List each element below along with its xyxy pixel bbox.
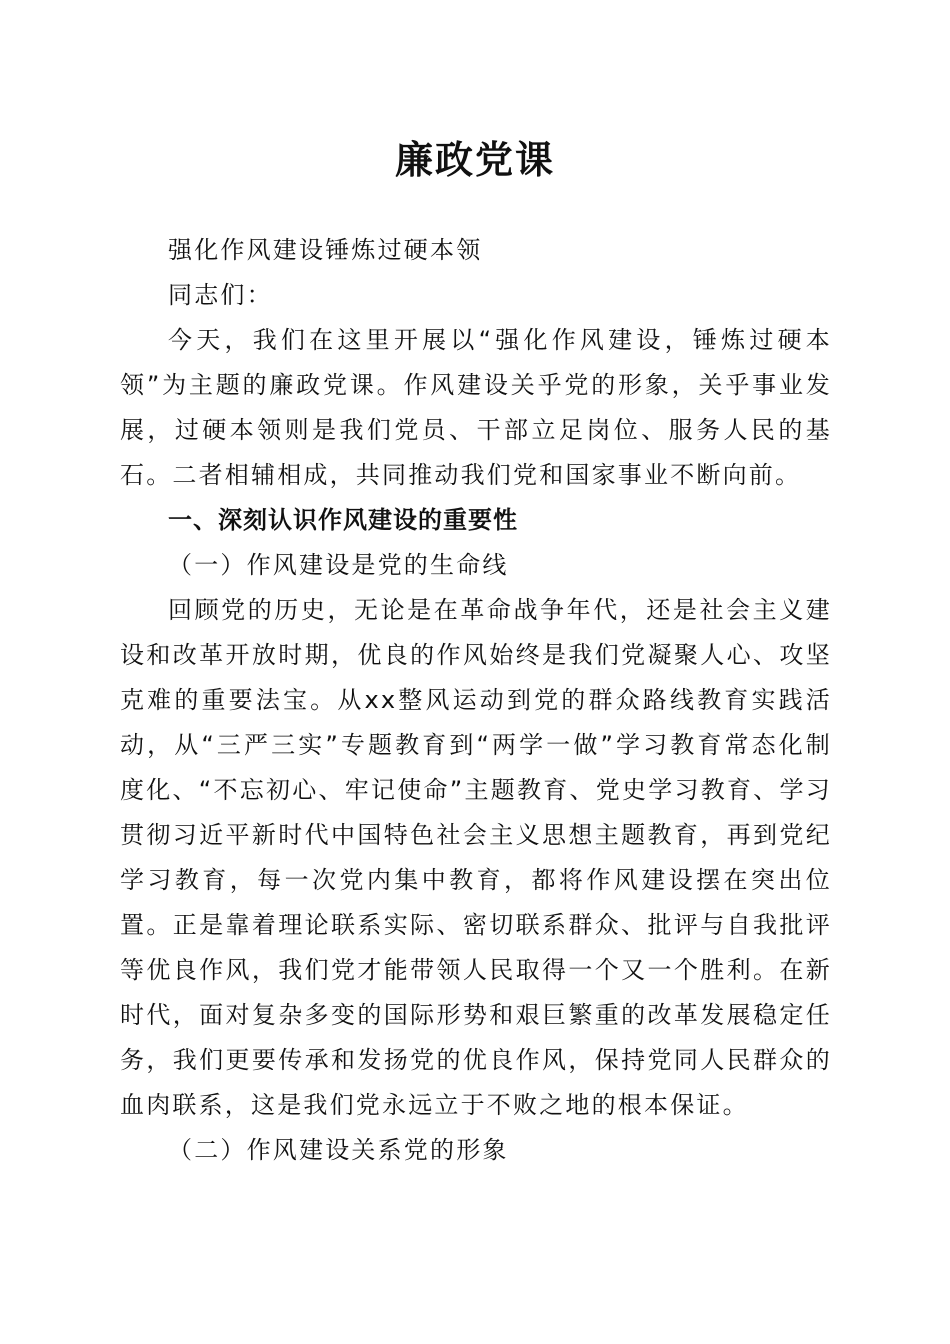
subsection-heading-2: （二）作风建设关系党的形象 [168,1136,509,1164]
section-heading-1: 一、深刻认识作风建设的重要性 [168,506,518,534]
subtitle: 强化作风建设锤炼过硬本领 [168,236,483,264]
subsection-heading-1: （一）作风建设是党的生命线 [168,551,509,579]
document-body [120,228,832,1173]
subsection-paragraph-1: 回顾党的历史，无论是在革命战争年代，还是社会主义建设和改革开放时期，优良的作风始终是我们党凝聚人心、攻坚克难的重要法宝。从xx整风运动到党的群众路线教育实践活动，从“三严三实”专题教育到“两学一做”学习教育常态化制度化、“不忘初心、牢记使命”主题教育、党史学习教育、学习贯彻习近平新时代中国特色社会主义思想主题教育，再到党纪学习教育，每一次党内集中教育，都将作风建设摆在突出位置。正是靠着理论联系实际、密切联系群众、批评与自我批评等优良作风，我们党才能带领人民取得一个又一个胜利。在新时代，面对复杂多变的国际形势和艰巨繁重的改革发展稳定任务，我们更要传承和发扬党的优良作风，保持党同人民群众的血肉联系，这是我们党永远立于不败之地的根本保证。 [120,596,832,1119]
intro-paragraph: 今天，我们在这里开展以“强化作风建设，锤炼过硬本领”为主题的廉政党课。作风建设关乎党的形象，关乎事业发展，过硬本领则是我们党员、干部立足岗位、服务人民的基石。二者相辅相成，共同推动我们党和国家事业不断向前。 [120,326,832,489]
document-title: 廉政党课 [394,137,555,182]
salutation: 同志们： [168,281,273,309]
